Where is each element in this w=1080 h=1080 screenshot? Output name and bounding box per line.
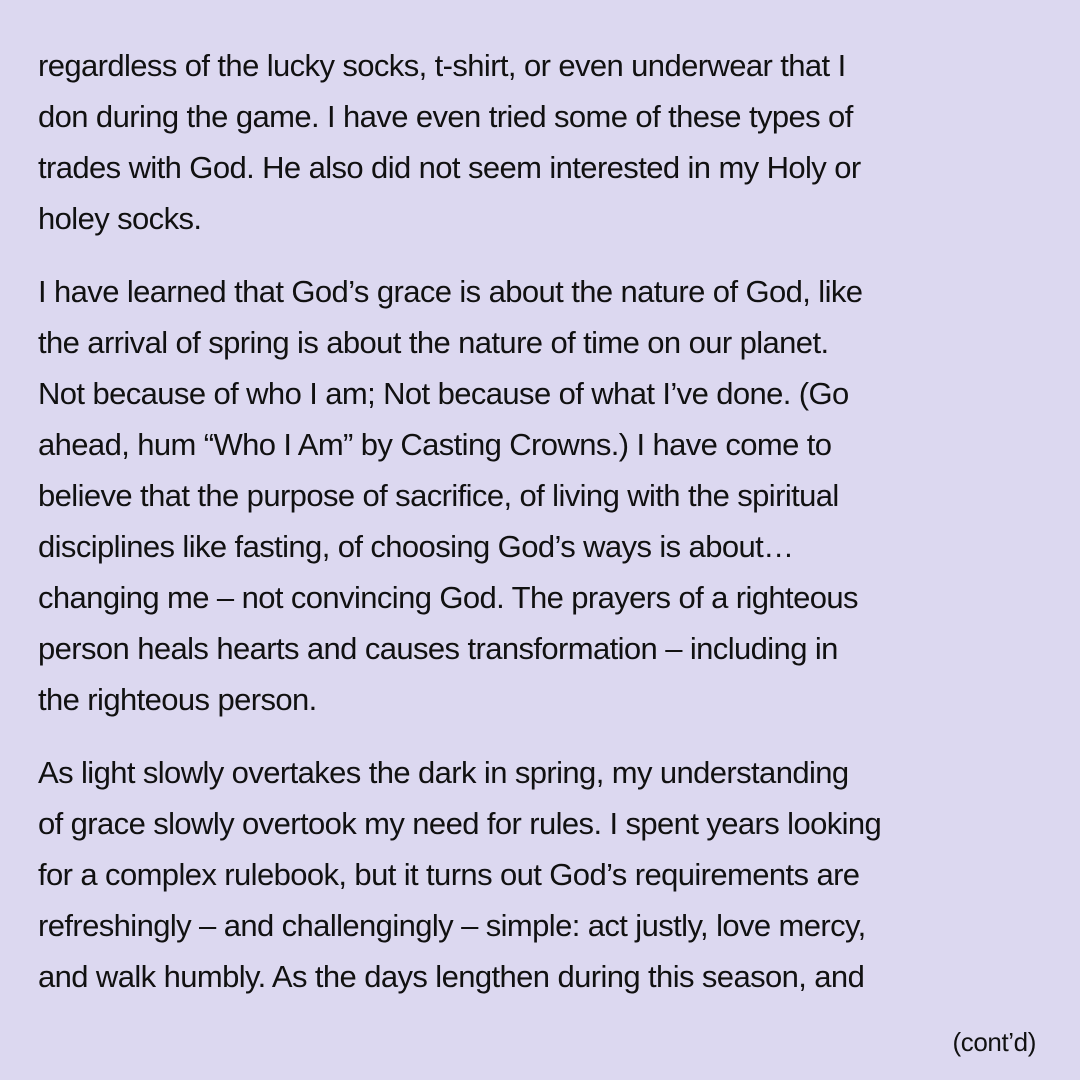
text-line: the arrival of spring is about the nature of time on our planet. bbox=[38, 325, 829, 360]
text-line: trades with God. He also did not seem interested in my Holy or bbox=[38, 150, 861, 185]
continued-label: (cont’d) bbox=[952, 1027, 1036, 1057]
text-line: for a complex rulebook, but it turns out God’s requirements are bbox=[38, 857, 860, 892]
paragraph-2 bbox=[38, 266, 1042, 725]
text-line: regardless of the lucky socks, t-shirt, or even underwear that I bbox=[38, 48, 846, 83]
text-line: holey socks. bbox=[38, 201, 202, 236]
text-line: and walk humbly. As the days lengthen during this season, and bbox=[38, 959, 865, 994]
text-line: don during the game. I have even tried some of these types of bbox=[38, 99, 853, 134]
text-line: As light slowly overtakes the dark in spring, my understanding bbox=[38, 755, 849, 790]
text-line: refreshingly – and challengingly – simple: act justly, love mercy, bbox=[38, 908, 866, 943]
text-line: Not because of who I am; Not because of what I’ve done. (Go bbox=[38, 376, 849, 411]
text-line: ahead, hum “Who I Am” by Casting Crowns.) I have come to bbox=[38, 427, 832, 462]
text-line: believe that the purpose of sacrifice, of living with the spiritual bbox=[38, 478, 839, 513]
paragraph-1 bbox=[38, 40, 1042, 244]
text-line: changing me – not convincing God. The prayers of a righteous bbox=[38, 580, 858, 615]
text-line: disciplines like fasting, of choosing God’s ways is about… bbox=[38, 529, 794, 564]
text-line: the righteous person. bbox=[38, 682, 317, 717]
paragraph-3 bbox=[38, 747, 1042, 1002]
text-line: I have learned that God’s grace is about the nature of God, like bbox=[38, 274, 863, 309]
text-line: of grace slowly overtook my need for rules. I spent years looking bbox=[38, 806, 882, 841]
text-line: person heals hearts and causes transformation – including in bbox=[38, 631, 838, 666]
